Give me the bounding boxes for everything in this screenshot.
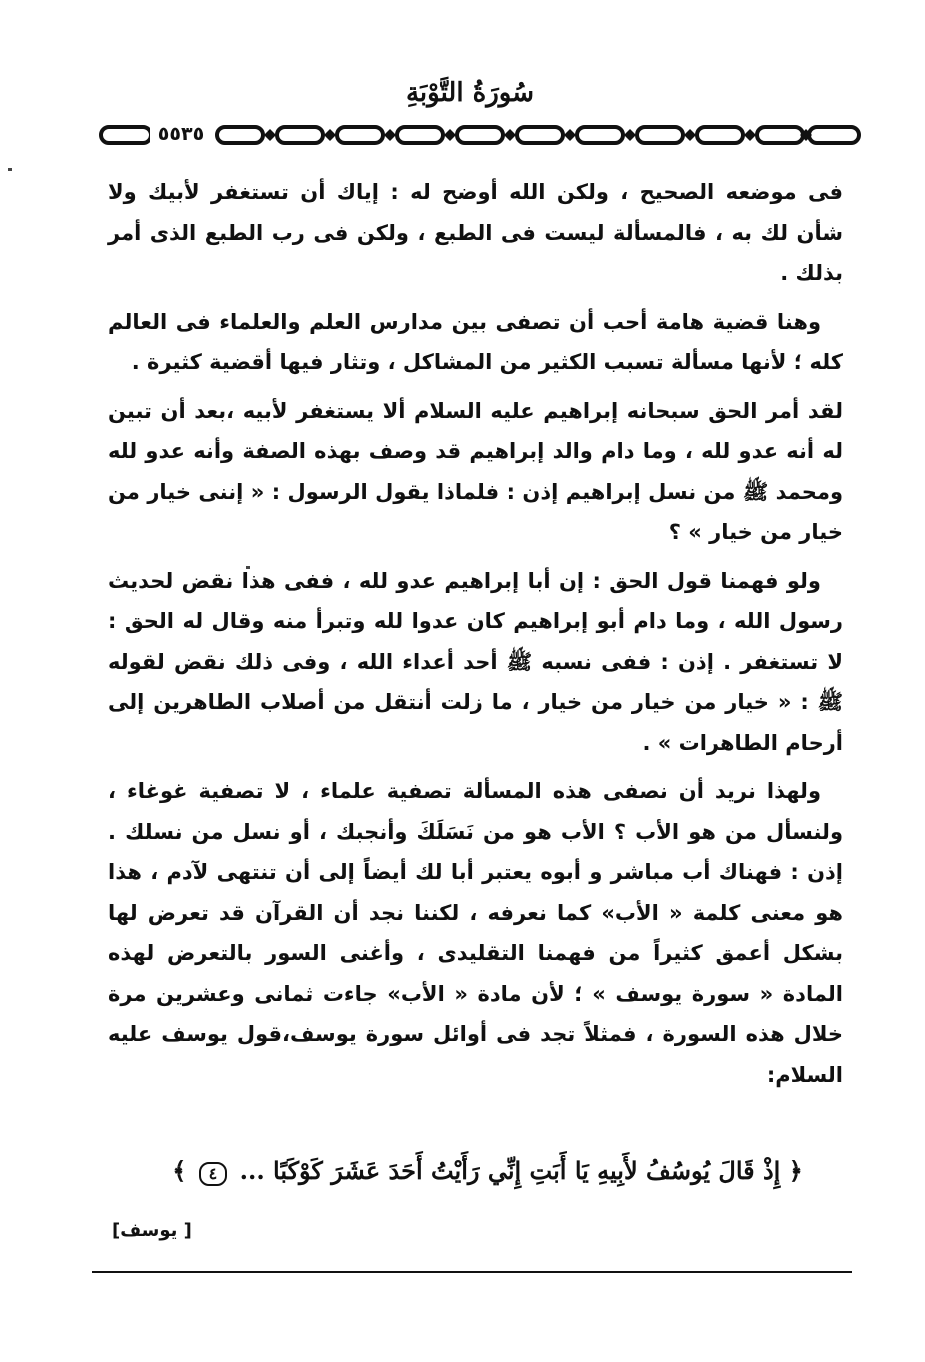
scan-speck <box>246 566 250 569</box>
verse-reference: [ يوسف] <box>112 1220 192 1241</box>
paragraph: وهنا قضية هامة أحب أن تصفى بين مدارس العلم والعلماء فى العالم كله ؛ لأنها مسألة تسبب الكثير من المشاكل ، وتثار فيها أقضية كثيرة . <box>108 309 843 374</box>
paragraph: ولهذا نريد أن نصفى هذه المسألة تصفية علماء ، لا تصفية غوغاء ، ولنسأل من هو الأب ؟ الأب هو من نَسَلَكَ وأنجبك ، أو نسل من نسلك . إذن : فهناك أب مباشر و أبوه يعتبر أبا لك أيضاً إلى أن تنتهى لآدم ، هذا هو معنى كلمة « الأب» كما نعرفه ، لكننا نجد أن القرآن قد تعرض لها بشكل أعمق كثيراً من فهمنا التقليدى ، وأغنى السور بالتعرض لهذه المادة « سورة يوسف » ؛ لأن مادة « الأب» جاءت ثمانى وعشرين مرة خلال هذه السورة ، فمثلاً تجد فى أوائل سورة يوسف،قول يوسف عليه السلام: <box>108 779 843 1087</box>
page-number: ٥٥٣٥ <box>150 122 212 146</box>
quran-verse <box>145 1156 830 1186</box>
paragraph: ولو فهمنا قول الحق : إن أبا إبراهيم عدو لله ، ففى هذا نقض لحديث رسول الله ، وما دام أبو إبراهيم كان عدوا لله وتبرأ منه وقال له الحق : لا تستغفر . إذن : ففى نسبه ﷺ أحد أعداء الله ، وفى ذلك نقض لقوله ﷺ : « خيار من خيار من خيار ، ما زلت أنتقل من أصلاب الطاهرين إلى أرحام الطاهرات » . <box>108 568 843 755</box>
verse-number: ٤ <box>199 1162 228 1186</box>
surah-title: سُورَةُ التَّوْبَةِ <box>405 78 535 108</box>
main-text <box>108 172 843 1103</box>
paragraph: لقد أمر الحق سبحانه إبراهيم عليه السلام ألا يستغفر لأبيه ،بعد أن تبين له أنه عدو لله ، وما دام والد إبراهيم قد وصف بهذه الصفة وأنه عدو لله ومحمد ﷺ من نسل إبراهيم إذن : فلماذا يقول الرسول : « إننى خيار من خيار من خيار » ؟ <box>108 398 843 544</box>
verse-close-bracket: ﴾ <box>172 1156 187 1185</box>
scan-speck <box>8 168 12 171</box>
paragraph: فى موضعه الصحيح ، ولكن الله أوضح له : إياك أن تستغفر لأبيك ولا شأن لك به ، فالمسألة ليست فى الطبع ، ولكن فى رب الطبع الذى أمر بذلك . <box>108 180 843 285</box>
verse-text: إِذْ قَالَ يُوسُفُ لأَبِيهِ يَا أَبَتِ إِنِّي رَأَيْتُ أَحَدَ عَشَرَ كَوْكَبًا ... <box>239 1156 781 1185</box>
verse-open-bracket: ﴿ <box>788 1156 803 1185</box>
footer-rule <box>92 1271 852 1273</box>
